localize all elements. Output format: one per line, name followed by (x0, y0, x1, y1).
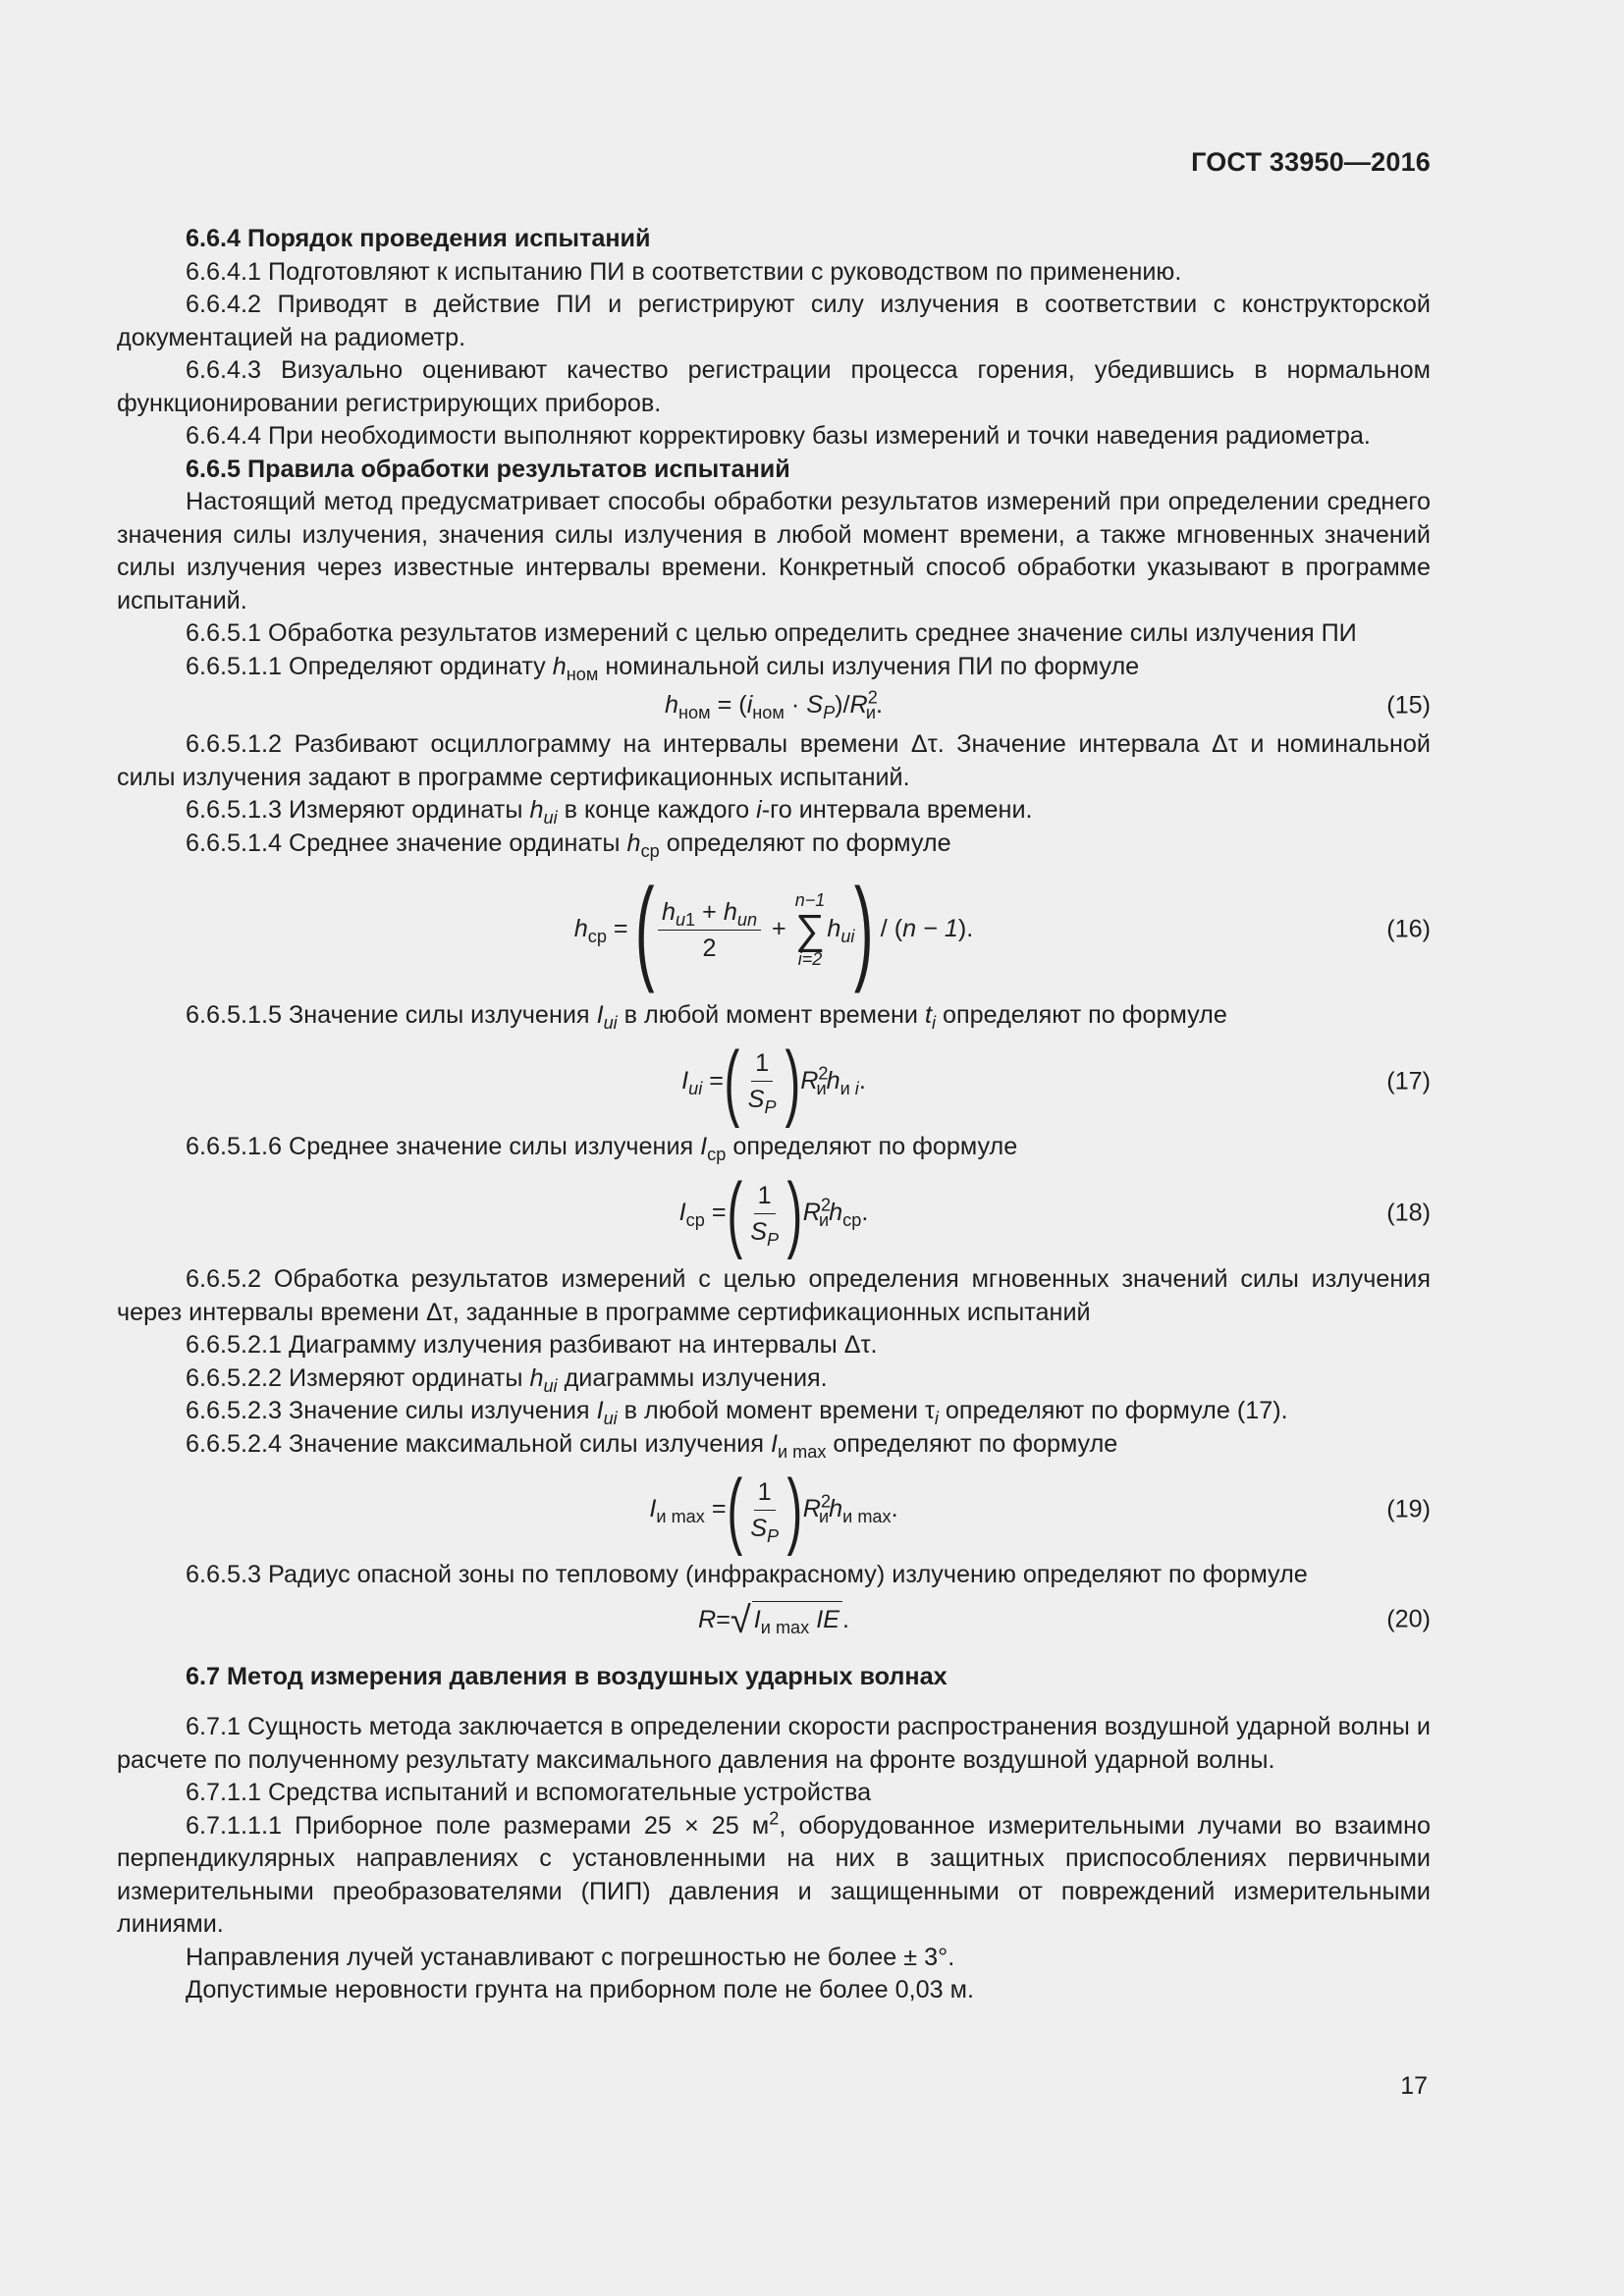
paragraph-6-6-4-2: 6.6.4.2 Приводят в действие ПИ и регистрируют силу излучения в соответствии с конструкторской документацией на радиометр. (117, 291, 1431, 351)
page-content (117, 223, 1431, 2007)
document-header: ГОСТ 33950—2016 (1191, 147, 1431, 177)
paragraph-6-6-5-1-6: 6.6.5.1.6 Среднее значение силы излучения $I_{ср}$ определяют по формуле (186, 1132, 1018, 1164)
paragraph-6-6-5-1-5: 6.6.5.1.5 Значение силы излучения $I_{иi}$ в любой момент времени $t_i$ определяют по формуле (186, 1001, 1227, 1034)
formula-20: R = √ $I_{и max}$ IE . (20) (698, 1599, 1431, 1641)
page-number: 17 (1400, 2072, 1428, 2100)
equation-number: (19) (1386, 1495, 1431, 1523)
equation-number: (17) (1386, 1066, 1431, 1095)
paragraph-6-6-4-4: 6.6.4.4 При необходимости выполняют корректировку базы измерений и точки наведения радиометра. (186, 422, 1371, 450)
formula-19: $I_{и max}$ = ( $\frac{1}{S_P}$ ) $R^2_иh_{и max}$. (19) (649, 1463, 1431, 1557)
equation-number: (15) (1386, 691, 1431, 720)
paragraph-ray-directions: Направления лучей устанавливают с погрешностью не более ± 3°. (186, 1943, 955, 1971)
equation-number: (20) (1386, 1604, 1431, 1632)
paragraph-6-6-5-2-2: 6.6.5.2.2 Измеряют ординаты $h_{иi}$ диаграммы излучения. (186, 1363, 828, 1396)
section-title-6-7: 6.7 Метод измерения давления в воздушных ударных волнах (186, 1662, 947, 1690)
paragraph-ground-tolerance: Допустимые неровности грунта на приборном поле не более 0,03 м. (186, 1976, 974, 2003)
paragraph-6-7-1-1: 6.7.1.1 Средства испытаний и вспомогательные устройства (186, 1779, 872, 1806)
paragraph-6-6-5-2: 6.6.5.2 Обработка результатов измерений с целью определения мгновенных значений силы излучения через интервалы времени Δτ, заданные в программе сертификационных испытаний (117, 1265, 1431, 1326)
formula-18: $I_{ср}$ = ( $\frac{1}{S_P}$ ) $R^2_иh_{ср}$. (18) (678, 1166, 1431, 1260)
formula-16: $h_{ср}$ = ( $\frac{h_{и1} + h_{иn}}{2}$ + n−1 ∑ i=2 $h_{иi}$ ) / (n − 1). (16) (573, 865, 1431, 994)
equation-number: (16) (1386, 915, 1431, 943)
paragraph-6-6-4-1: 6.6.4.1 Подготовляют к испытанию ПИ в соответствии с руководством по применению. (186, 257, 1182, 286)
paragraph-6-6-5-1-3: 6.6.5.1.3 Измеряют ординаты $h_{иi}$ в конце каждого i-го интервала времени. (186, 796, 1033, 828)
paragraph-6-6-5-2-1: 6.6.5.2.1 Диаграмму излучения разбивают на интервалы Δτ. (186, 1331, 878, 1359)
paragraph-6-6-5-intro: Настоящий метод предусматривает способы обработки результатов измерений при определении среднего значения силы излучения, значения силы излучения в любой момент времени, а также мгновенных значений силы излучения через известные интервалы времени. Конкретный способ обработки указывают в программе испытаний. (117, 488, 1431, 614)
section-title-6-6-4: 6.6.4 Порядок проведения испытаний (186, 225, 651, 252)
paragraph-6-6-5-2-4: 6.6.5.2.4 Значение максимальной силы излучения $I_{и max}$ определяют по формуле (186, 1429, 1118, 1462)
section-title-6-6-5: 6.6.5 Правила обработки результатов испытаний (186, 454, 790, 483)
paragraph-6-6-5-1-1: 6.6.5.1.1 Определяют ординату $h_{ном}$ номинальной силы излучения ПИ по формуле (186, 652, 1140, 684)
formula-15: $h_{ном} = (i_{ном} \cdot S_P)/R^2_и$. (15) (665, 687, 1431, 723)
paragraph-6-6-4-3: 6.6.4.3 Визуально оценивают качество регистрации процесса горения, убедившись в нормальном функционировании регистрирующих приборов. (117, 356, 1431, 417)
paragraph-6-6-5-2-3: 6.6.5.2.3 Значение силы излучения $I_{иi}$ в любой момент времени $\tau_i$ определяют по формуле (17). (186, 1397, 1288, 1429)
paragraph-6-6-5-1: 6.6.5.1 Обработка результатов измерений с целью определить среднее значение силы излучения ПИ (186, 619, 1357, 647)
paragraph-6-7-1-1-1: 6.7.1.1.1 Приборное поле размерами 25 × 25 $м^2$, оборудованное измерительными лучами во взаимно перпендикулярных направлениях с установленными на них в защитных приспособлениях первичными измерительными преобразователями (ПИП) давления и защищенными от повреждений измерительными линиями. (117, 1808, 1431, 1938)
paragraph-6-6-5-1-4: 6.6.5.1.4 Среднее значение ординаты $h_{ср}$ определяют по формуле (186, 828, 951, 861)
formula-17: $I_{иi}$ = ( $\frac{1}{S_P}$ ) $R^2_иh_{и i}$. (17) (681, 1034, 1431, 1129)
paragraph-6-7-1: 6.7.1 Сущность метода заключается в определении скорости распространения воздушной ударной волны и расчете по полученному результату максимального давления на фронте воздушной ударной волны. (117, 1713, 1431, 1774)
paragraph-6-6-5-3: 6.6.5.3 Радиус опасной зоны по тепловому (инфракрасному) излучению определяют по формуле (186, 1561, 1308, 1588)
paragraph-6-6-5-1-2: 6.6.5.1.2 Разбивают осциллограмму на интервалы времени Δτ. Значение интервала Δτ и номинальной силы излучения задают в программе сертификационных испытаний. (117, 730, 1431, 791)
equation-number: (18) (1386, 1199, 1431, 1227)
